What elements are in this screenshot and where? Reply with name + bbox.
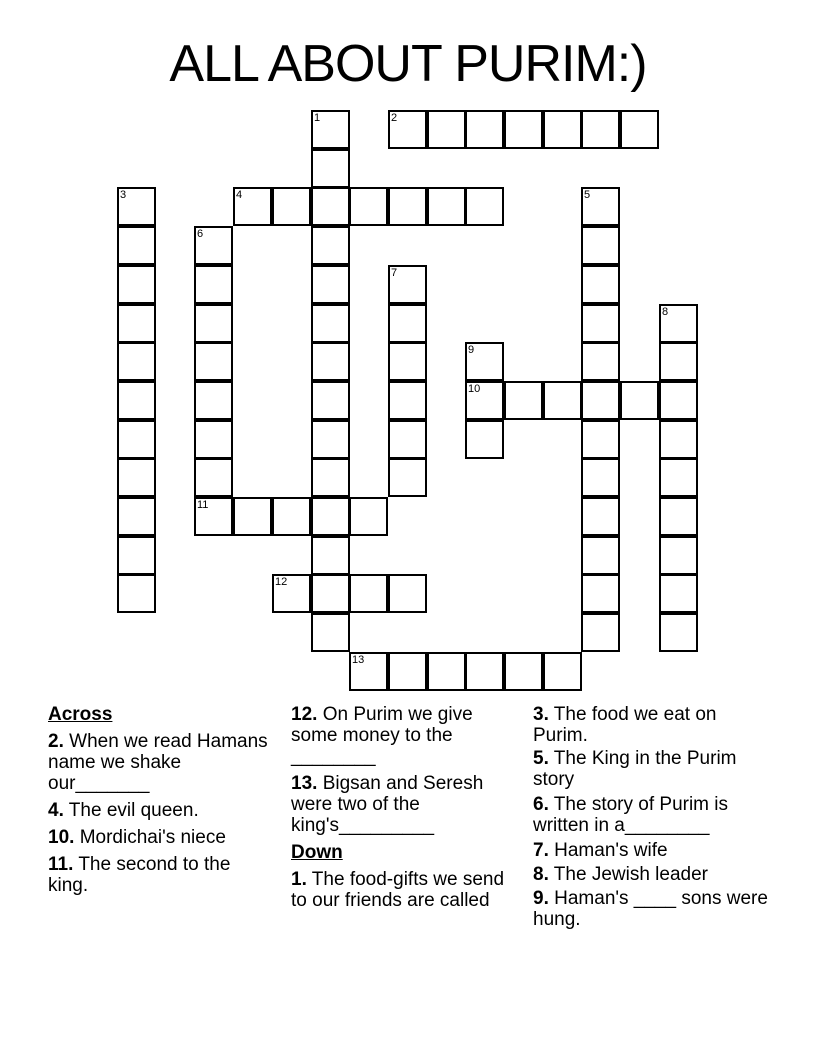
grid-cell[interactable] xyxy=(117,574,156,613)
grid-cell[interactable] xyxy=(659,574,698,613)
grid-cell[interactable] xyxy=(311,613,350,652)
clue-text: Bigsan and Seresh were two of the king's_________ xyxy=(291,773,484,836)
clue-number: 7. xyxy=(533,840,549,861)
clue-text: The Jewish leader xyxy=(553,864,708,885)
clue-text: Haman's ____ sons were hung. xyxy=(533,888,768,930)
grid-cell[interactable] xyxy=(194,420,233,459)
clue-number: 5. xyxy=(533,748,549,769)
clue-text: The evil queen. xyxy=(68,800,199,821)
cell-number: 5 xyxy=(584,189,591,201)
grid-cell[interactable] xyxy=(311,187,350,226)
grid-cell[interactable] xyxy=(388,265,427,304)
clue-number: 9. xyxy=(533,888,549,909)
grid-cell[interactable] xyxy=(117,265,156,304)
grid-cell[interactable] xyxy=(388,420,427,459)
grid-cell[interactable] xyxy=(388,342,427,381)
grid-cell[interactable] xyxy=(388,110,427,149)
clue-across-13 xyxy=(291,773,521,836)
grid-cell[interactable] xyxy=(388,187,427,226)
grid-cell[interactable] xyxy=(388,574,427,613)
grid-cell[interactable] xyxy=(311,304,350,343)
clues-column-1 xyxy=(48,704,273,902)
grid-cell[interactable] xyxy=(272,187,311,226)
grid-cell[interactable] xyxy=(504,110,543,149)
down-heading: Down xyxy=(291,842,343,863)
clue-number: 12. xyxy=(291,704,318,725)
grid-cell[interactable] xyxy=(543,110,582,149)
grid-cell[interactable] xyxy=(581,574,620,613)
grid-cell[interactable] xyxy=(581,420,620,459)
grid-cell[interactable] xyxy=(311,574,350,613)
grid-cell[interactable] xyxy=(311,226,350,265)
grid-cell[interactable] xyxy=(465,652,504,691)
grid-cell[interactable] xyxy=(194,304,233,343)
clue-text: The food we eat on Purim. xyxy=(533,704,717,746)
grid-cell[interactable] xyxy=(311,458,350,497)
clue-across-2 xyxy=(48,731,273,794)
grid-cell[interactable] xyxy=(194,265,233,304)
grid-cell[interactable] xyxy=(659,304,698,343)
grid-cell[interactable] xyxy=(581,226,620,265)
grid-cell[interactable] xyxy=(659,458,698,497)
clue-number: 1. xyxy=(291,869,307,890)
clue-number: 13. xyxy=(291,773,318,794)
clue-number: 8. xyxy=(533,864,549,885)
grid-cell[interactable] xyxy=(659,420,698,459)
grid-cell[interactable] xyxy=(465,342,504,381)
grid-cell[interactable] xyxy=(311,342,350,381)
cell-number: 11 xyxy=(197,499,209,511)
grid-cell[interactable] xyxy=(117,458,156,497)
grid-cell[interactable] xyxy=(311,420,350,459)
cell-number: 10 xyxy=(468,383,481,395)
clue-text: The food-gifts we send to our friends are called xyxy=(291,869,505,911)
grid-cell[interactable] xyxy=(581,497,620,536)
grid-cell[interactable] xyxy=(388,381,427,420)
clue-text: When we read Hamans name we shake our_______ xyxy=(48,731,268,794)
grid-cell[interactable] xyxy=(194,342,233,381)
clue-number: 11. xyxy=(48,854,74,875)
clue-across-4 xyxy=(48,800,273,821)
cell-number: 12 xyxy=(275,576,288,588)
grid-cell[interactable] xyxy=(349,574,388,613)
grid-cell[interactable] xyxy=(581,110,620,149)
clue-down-3 xyxy=(533,704,768,746)
grid-cell[interactable] xyxy=(117,497,156,536)
clue-number: 10. xyxy=(48,827,75,848)
grid-cell[interactable] xyxy=(272,574,311,613)
grid-cell[interactable] xyxy=(581,613,620,652)
grid-cell[interactable] xyxy=(194,226,233,265)
grid-cell[interactable] xyxy=(117,226,156,265)
clue-text: The King in the Purim story xyxy=(533,748,737,790)
grid-cell[interactable] xyxy=(465,420,504,459)
grid-cell[interactable] xyxy=(117,304,156,343)
cell-number: 4 xyxy=(236,189,243,201)
grid-cell[interactable] xyxy=(117,420,156,459)
grid-cell[interactable] xyxy=(311,497,350,536)
clue-down-1 xyxy=(291,869,521,911)
grid-cell[interactable] xyxy=(349,652,388,691)
grid-cell[interactable] xyxy=(117,536,156,575)
clue-text: Haman's wife xyxy=(554,840,668,861)
grid-cell[interactable] xyxy=(349,497,388,536)
grid-cell[interactable] xyxy=(659,381,698,420)
grid-cell[interactable] xyxy=(194,381,233,420)
grid-cell[interactable] xyxy=(311,381,350,420)
clue-number: 4. xyxy=(48,800,64,821)
grid-cell[interactable] xyxy=(581,381,620,420)
grid-cell[interactable] xyxy=(581,536,620,575)
grid-cell[interactable] xyxy=(581,187,620,226)
clues-column-2 xyxy=(291,704,521,917)
grid-cell[interactable] xyxy=(388,458,427,497)
clue-number: 3. xyxy=(533,704,549,725)
grid-cell[interactable] xyxy=(388,652,427,691)
grid-cell[interactable] xyxy=(311,265,350,304)
cell-number: 13 xyxy=(352,654,365,666)
page-title: ALL ABOUT PURIM:) xyxy=(169,35,647,93)
clue-down-5 xyxy=(533,748,768,790)
clue-across-10 xyxy=(48,827,273,848)
grid-cell[interactable] xyxy=(659,342,698,381)
grid-cell[interactable] xyxy=(581,304,620,343)
grid-cell[interactable] xyxy=(620,381,659,420)
cell-number: 2 xyxy=(391,112,398,124)
clue-down-7 xyxy=(533,840,768,861)
clue-number: 6. xyxy=(533,794,549,815)
across-heading: Across xyxy=(48,704,113,725)
grid-cell[interactable] xyxy=(388,304,427,343)
grid-cell[interactable] xyxy=(117,187,156,226)
grid-cell[interactable] xyxy=(659,536,698,575)
grid-cell[interactable] xyxy=(233,187,272,226)
grid-cell[interactable] xyxy=(427,187,466,226)
clue-text: On Purim we give some money to the ________ xyxy=(291,704,473,767)
cell-number: 1 xyxy=(314,112,321,124)
grid-cell[interactable] xyxy=(465,110,504,149)
cell-number: 7 xyxy=(391,267,398,279)
grid-cell[interactable] xyxy=(272,497,311,536)
grid-cell[interactable] xyxy=(659,497,698,536)
cell-number: 8 xyxy=(662,306,669,318)
grid-cell[interactable] xyxy=(581,265,620,304)
clue-down-9 xyxy=(533,888,768,930)
grid-cell[interactable] xyxy=(233,497,272,536)
grid-cell[interactable] xyxy=(504,652,543,691)
clue-text: The story of Purim is written in a________ xyxy=(533,794,729,836)
grid-cell[interactable] xyxy=(543,652,582,691)
cell-number: 6 xyxy=(197,228,204,240)
cell-number: 9 xyxy=(468,344,475,356)
grid-cell[interactable] xyxy=(194,458,233,497)
grid-cell[interactable] xyxy=(620,110,659,149)
grid-cell[interactable] xyxy=(349,187,388,226)
cell-number: 3 xyxy=(120,189,127,201)
grid-cell[interactable] xyxy=(311,536,350,575)
grid-cell[interactable] xyxy=(465,187,504,226)
grid-cell[interactable] xyxy=(117,381,156,420)
grid-cell[interactable] xyxy=(543,381,582,420)
grid-cell[interactable] xyxy=(194,497,233,536)
grid-cell[interactable] xyxy=(659,613,698,652)
clue-text: The second to the king. xyxy=(48,854,231,896)
grid-cell[interactable] xyxy=(427,652,466,691)
grid-cell[interactable] xyxy=(427,110,466,149)
clue-across-11 xyxy=(48,854,273,896)
grid-cell[interactable] xyxy=(581,342,620,381)
grid-cell[interactable] xyxy=(504,381,543,420)
clue-text: Mordichai's niece xyxy=(79,827,226,848)
grid-cell[interactable] xyxy=(311,149,350,188)
clue-across-12 xyxy=(291,704,521,767)
clue-number: 2. xyxy=(48,731,64,752)
grid-cell[interactable] xyxy=(465,381,504,420)
grid-cell[interactable] xyxy=(581,458,620,497)
grid-cell[interactable] xyxy=(117,342,156,381)
grid-cell[interactable] xyxy=(311,110,350,149)
clue-down-8 xyxy=(533,864,768,885)
clues-column-3 xyxy=(533,704,768,936)
clue-down-6 xyxy=(533,794,768,836)
